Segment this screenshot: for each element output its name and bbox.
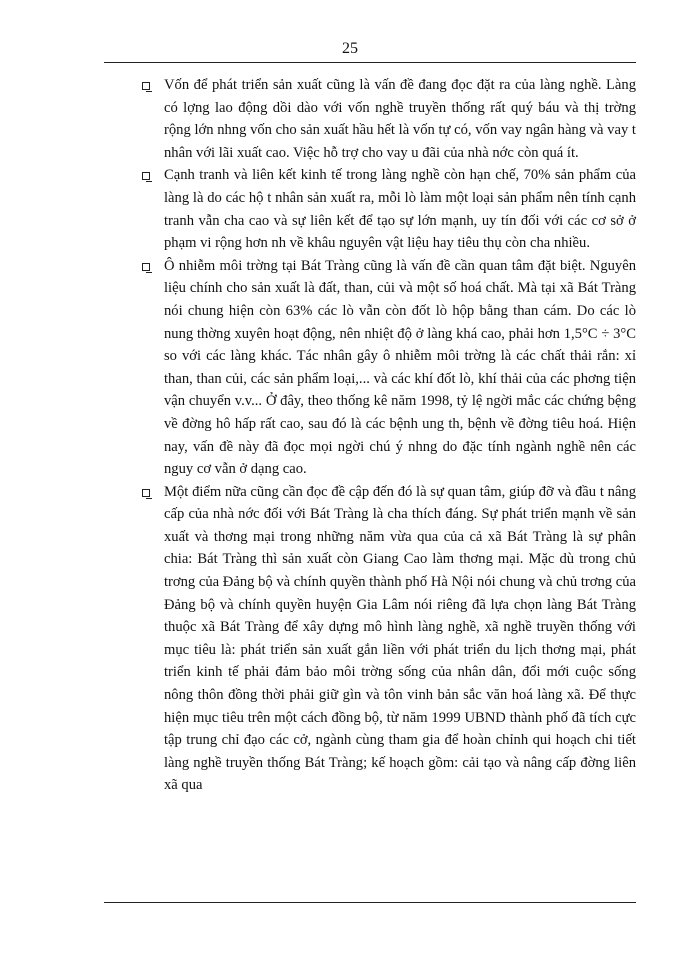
bullet-box-icon xyxy=(142,82,150,90)
bullet-box-icon xyxy=(142,489,150,497)
page-number: 25 xyxy=(342,40,358,57)
bullet-box-icon xyxy=(142,263,150,271)
top-rule xyxy=(104,62,636,63)
bullet-text: Cạnh tranh và liên kết kinh tế trong làng nghề còn hạn chế, 70% sản phẩm của làng là do các hộ t nhân sản xuất ra, mỗi lò làm một loại sản phẩm nên tính cạnh tranh vẫn cha cao và sự liên kết để tạo sự lớn mạnh, uy tín đối với các cơ sở ở phạm vi rộng hơn nh về khâu nguyên vật liệu hay tiêu thụ còn cha nhiều. xyxy=(164,167,636,252)
bullet-text: Một điểm nữa cũng cần đọc đề cập đến đó là sự quan tâm, giúp đỡ và đầu t nâng cấp của nhà nớc đối với Bát Tràng là cha thích đáng. Sự phát triển mạnh về sản xuất và thơng mại trong những năm vừa qua của cả xã Bát Tràng là sự phân chia: Bát Tràng thì sản xuất còn Giang Cao làm thơng mại. Mặc dù trong chủ trơng của Đảng bộ và chính quyền thành phố Hà Nội nói chung và chủ trơng của Đảng bộ và chính quyền huyện Gia Lâm nói riêng đã lựa chọn làng Bát Tràng thuộc xã Bát Tràng để xây dựng mô hình làng nghề, xã nghề truyền thống với mục tiêu là: phát triển sản xuất gắn liền với phát triển du lịch thơng mại, phát triển kinh tế phải đảm bảo môi trờng sống của nhân dân, đổi mới cuộc sống nông thôn đồng thời phải giữ gìn và tôn vinh bản sắc văn hoá làng xã. Để thực hiện mục tiêu trên một cách đồng bộ, từ năm 1999 UBND thành phố đã tích cực tập trung chỉ đạo các cở, ngành cùng tham gia để hoàn chỉnh qui hoạch chi tiết làng nghề truyền thống Bát Tràng; kế hoạch gồm: cải tạo và nâng cấp đờng liên xã qua xyxy=(164,483,636,794)
bullet-item xyxy=(142,164,636,254)
bullet-item xyxy=(142,255,636,481)
bottom-rule xyxy=(104,902,636,903)
bullet-box-icon xyxy=(142,172,150,180)
bullet-text: Ô nhiễm môi trờng tại Bát Tràng cũng là vấn đề cần quan tâm đặt biệt. Nguyên liệu chính cho sản xuất là đất, than, củi và một số hoá chất. Mà tại xã Bát Tràng nói chung hiện còn 63% các lò vẫn còn đốt lò hộp bằng than cám. Do các lò nung thờng xuyên hoạt động, nên nhiệt độ ở làng khá cao, phải hơn 1,5°C ÷ 3°C so với các làng khác. Tác nhân gây ô nhiễm môi trờng là các chất thải rắn: xỉ than, than củi, các sản phẩm loại,... và các khí đốt lò, khí thải của các phơng tiện vận chuyển v.v... Ở đây, theo thống kê năm 1998, tỷ lệ ngời mắc các chứng bệng về đờng hô hấp rất cao, sau đó là các bệnh ung th, bệnh về đờng tiêu hoá. Hiện nay, vấn đề này đã đọc mọi ngời chú ý nhng do đặc tính ngành nghề nên các nguy cơ vẫn ở dạng cao. xyxy=(164,257,636,478)
bullet-item xyxy=(142,74,636,164)
bullet-text: Vốn để phát triển sản xuất cũng là vấn đề đang đọc đặt ra của làng nghề. Làng có lợng lao động dồi dào với vốn nghề truyền thống rất quý báu và thị trờng rộng lớn nhng vốn cho sản xuất hầu hết là vốn tự có, vốn vay ngân hàng và vay t nhân với lãi xuất cao. Việc hỗ trợ cho vay u đãi của nhà nớc còn quá ít. xyxy=(164,77,636,161)
bullet-item xyxy=(142,481,636,797)
page-content xyxy=(142,74,636,797)
